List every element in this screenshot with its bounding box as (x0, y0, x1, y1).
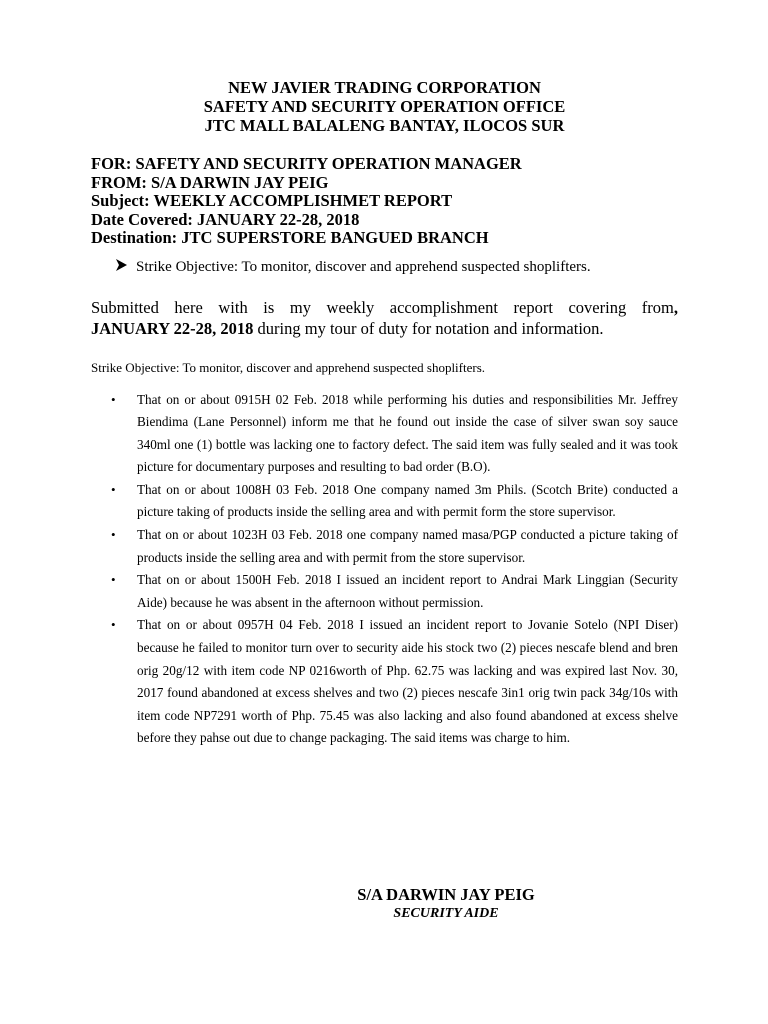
list-item (91, 389, 678, 479)
subject-line: Subject: WEEKLY ACCOMPLISHMET REPORT (91, 191, 453, 210)
accomplishment-list (91, 389, 678, 751)
list-item (91, 479, 678, 524)
bullet-icon: • (111, 572, 116, 588)
intro-text-start: Submitted here with is my weekly accomplishment report covering from (91, 297, 674, 317)
company-name: NEW JAVIER TRADING CORPORATION (228, 78, 541, 97)
signature-name: S/A DARWIN JAY PEIG (357, 885, 535, 904)
list-item (91, 614, 678, 750)
date-covered-line: Date Covered: JANUARY 22-28, 2018 (91, 209, 360, 229)
bullet-icon: • (111, 617, 116, 633)
letterhead (91, 78, 678, 135)
intro-comma: , (673, 297, 678, 317)
strike-objective-arrow-item (91, 258, 678, 277)
intro-paragraph (91, 297, 678, 339)
list-item (91, 569, 678, 614)
office-name: SAFETY AND SECURITY OPERATION OFFICE (203, 97, 566, 116)
intro-text-end: during my tour of duty for notation and information. (253, 318, 604, 338)
arrow-bullet-icon (116, 258, 136, 277)
list-item-text: That on or about 1008H 03 Feb. 2018 One company named 3m Phils. (Scotch Brite) conducted a picture taking of products inside the selling area and with permit form the store supervisor. (137, 481, 678, 520)
list-item (91, 524, 678, 569)
from-line: FROM: S/A DARWIN JAY PEIG (91, 172, 329, 192)
memo-details (91, 155, 678, 248)
bullet-icon: • (111, 391, 116, 407)
signature-title: SECURITY AIDE (393, 906, 499, 921)
list-item-text: That on or about 0957H 04 Feb. 2018 I issued an incident report to Jovanie Sotelo (NPI Diser) because he failed to monitor turn over to security aide his stock two (2) pieces nescafe blend and bren orig 20g/12 with item code NP 0216worth of Php. 62.75 was lacking and was expired last Nov. 30, 2017 found abandoned at excess shelves and two (2) pieces nescafe 3in1 orig twin pack 34g/10s with item code NP7291 worth of Php. 75.45 was also lacking and also found abandoned at excess shelve before they pahse out due to change packaging. The said items was charge to him. (137, 617, 678, 746)
office-address: JTC MALL BALALENG BANTAY, ILOCOS SUR (204, 116, 565, 135)
list-item-text: That on or about 1500H Feb. 2018 I issued an incident report to Andrai Mark Linggian (Security Aide) because he was absent in the afternoon without permission. (137, 572, 678, 610)
intro-dates: JANUARY 22-28, 2018 (91, 318, 254, 338)
list-item-text: That on or about 0915H 02 Feb. 2018 while performing his duties and responsibilities Mr. Jeffrey Biendima (Lane Personnel) inform me that he found out inside the case of silver swan soy sauce 340ml one (1) bottle was lacking one to factory defect. The said item was fully sealed and it was took picture for documentary purposes and resulting to bad order (B.O). (137, 391, 678, 475)
strike-objective-text: Strike Objective: To monitor, discover and apprehend suspected shoplifters. (136, 258, 591, 275)
strike-objective-plain: Strike Objective: To monitor, discover and apprehend suspected shoplifters. (91, 359, 486, 375)
list-item-text: That on or about 1023H 03 Feb. 2018 one company named masa/PGP conducted a picture taking of products inside the selling area and with permit from the store supervisor. (137, 527, 678, 565)
for-line: FOR: SAFETY AND SECURITY OPERATION MANAGER (91, 154, 522, 173)
bullet-icon: • (111, 481, 116, 497)
destination-line: Destination: JTC SUPERSTORE BANGUED BRANCH (91, 228, 489, 247)
bullet-icon: • (111, 527, 116, 543)
